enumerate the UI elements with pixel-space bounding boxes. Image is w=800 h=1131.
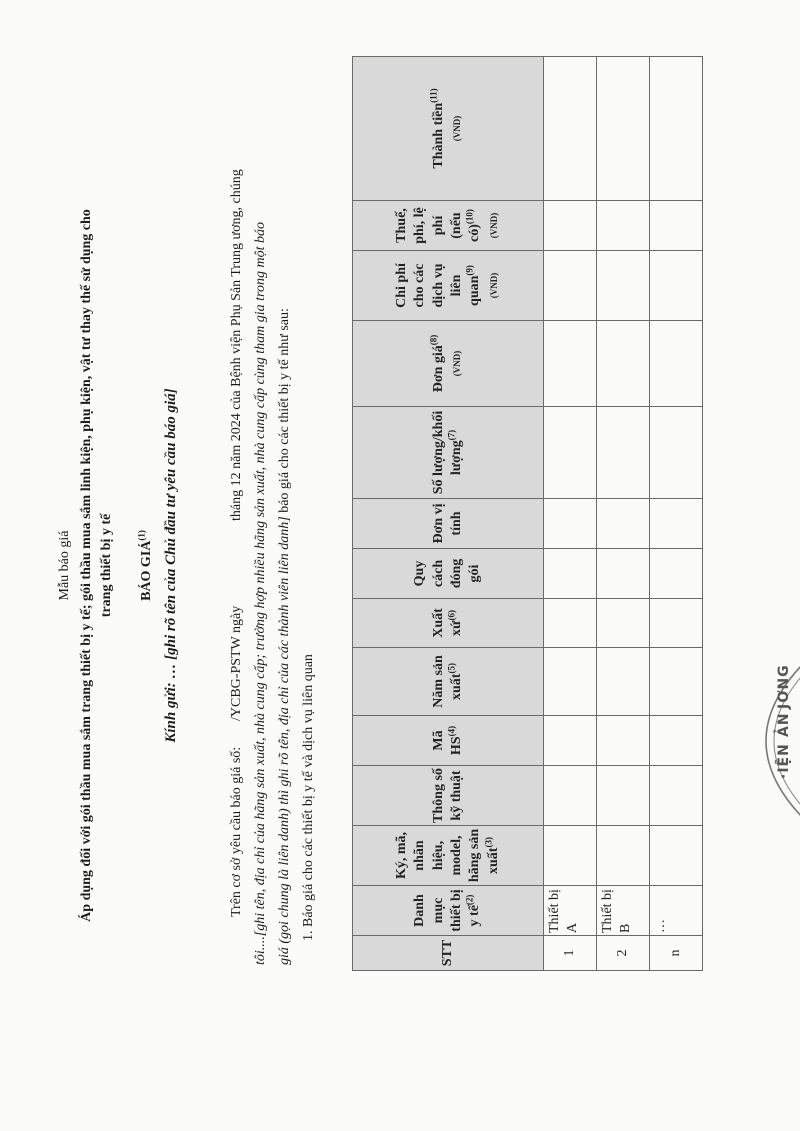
row-item: Thiết bị B	[597, 886, 650, 936]
table-row	[544, 57, 597, 971]
addressee: Kính gửi: … [ghi rõ tên của Chủ đầu tư yêu cầu báo giá]	[163, 388, 179, 743]
header-cell: Năm sản xuất$^{(5)}$	[353, 648, 544, 716]
row-stt: n	[650, 936, 703, 971]
form-label: Mẫu báo giá	[57, 530, 72, 601]
para-line1-c: tháng 12 năm 2024 của Bệnh viện Phụ Sản Trung ương, chúng	[229, 169, 244, 521]
doc-title-note: (1)	[136, 530, 147, 541]
para-line3-italic: giá (gọi chung là liên danh) thì ghi rõ tên, địa chỉ của các thành viên liên danh]	[277, 516, 292, 965]
para-line3-plain: báo giá cho các thiết bị y tế như sau:	[277, 308, 292, 517]
section-1-heading: 1. Báo giá cho các thiết bị y tế và dịch vụ liên quan	[301, 654, 316, 941]
row-stt: 2	[597, 936, 650, 971]
header-cell: Quy cách đóng gói	[353, 549, 544, 599]
header-cell: STT	[353, 936, 544, 971]
header-cell: Ký, mã, nhãn hiệu, model, hãng sản xuất$^{(3)}$	[353, 826, 544, 886]
para-line3	[278, 308, 292, 965]
header-cell: Số lượng/khối lượng$^{(7)}$	[353, 407, 544, 499]
table-row	[597, 57, 650, 971]
red-seal-stamp	[752, 651, 800, 831]
header-cell: Thuế, phí, lệ phí (nếu có)$^{(10)}$ (VND)	[353, 201, 544, 251]
header-cell: Đơn giá$^{(8)}$ (VND)	[353, 321, 544, 407]
scope-line-2: trang thiết bị y tế	[99, 513, 114, 618]
header-cell: Đơn vị tính	[353, 499, 544, 549]
para-line1-b: /YCBG-PSTW ngày	[229, 605, 244, 721]
para-line1-a: Trên cơ sở yêu cầu báo giá số:	[229, 746, 244, 917]
scope-line-1: Áp dụng đối với gói thầu mua sắm trang thiết bị y tế; gói thầu mua sắm linh kiện, phụ kiện, vật tư thay thế sử dụng cho	[79, 209, 94, 922]
header-cell: Thông số kỹ thuật	[353, 766, 544, 826]
header-cell: Chi phí cho các dịch vụ liên quan$^{(9)}$ (VND)	[353, 251, 544, 321]
doc-title: BÁO GIÁ	[139, 540, 154, 601]
para-line2: tôi....[ghi tên, địa chỉ của hãng sản xuất, nhà cung cấp; trường hợp nhiều hãng sản xuất, nhà cung cấp cùng tham gia trong một báo	[253, 222, 268, 965]
quote-table	[352, 56, 703, 971]
row-stt: 1	[544, 936, 597, 971]
header-cell: Xuất xứ$^{(6)}$	[353, 599, 544, 648]
table-row	[650, 57, 703, 971]
header-cell: Thành tiền$^{(11)}$ (VND)	[353, 57, 544, 201]
header-cell: Danh mục thiết bị y tế$^{(2)}$	[353, 886, 544, 936]
seal-text-2: ẢN	[776, 712, 792, 737]
table-header-row	[353, 57, 544, 971]
doc-title-wrap	[136, 0, 154, 1131]
seal-text-1: ·IỆN	[776, 743, 792, 779]
header-cell: Mã HS$^{(4)}$	[353, 716, 544, 766]
row-item: …	[650, 886, 703, 936]
seal-text-3: JƠNG	[776, 664, 792, 709]
row-item: Thiết bị A	[544, 886, 597, 936]
